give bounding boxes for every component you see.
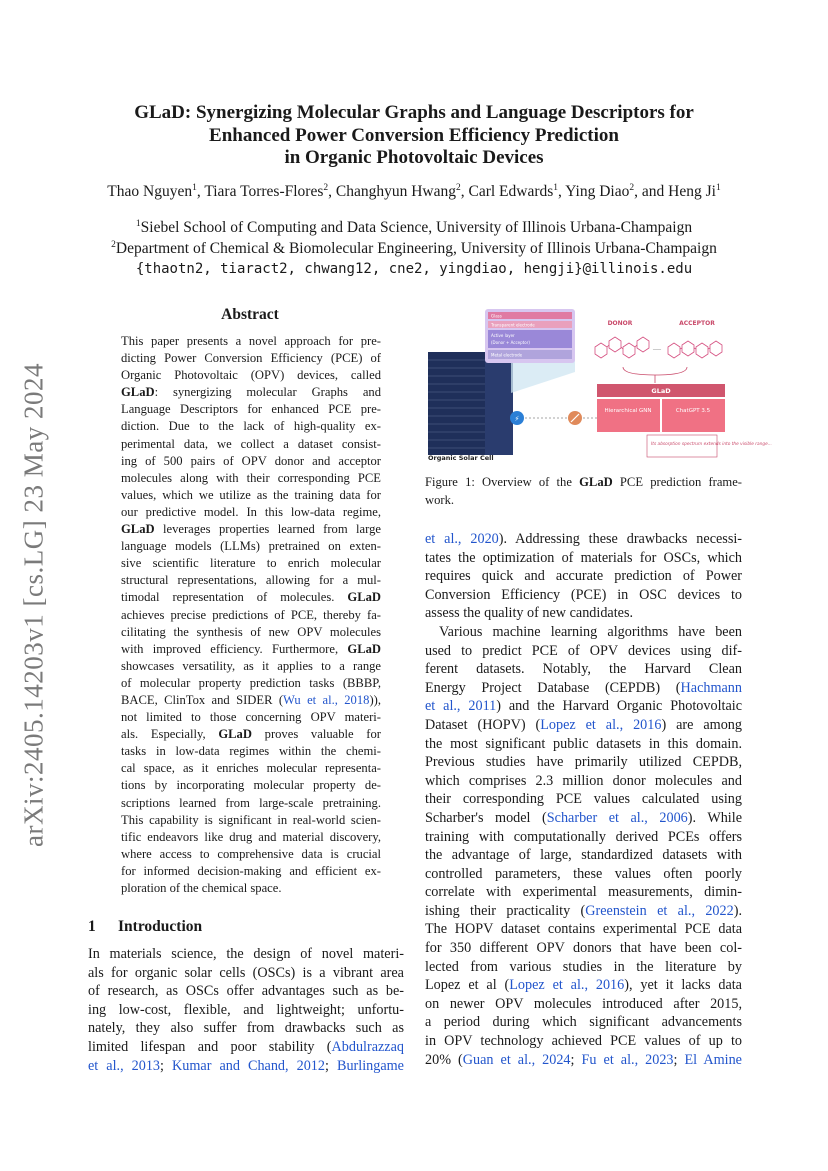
acceptor-molecule-icon xyxy=(668,341,722,358)
abstract-line: language models (LLMs) pretrained on exten- xyxy=(121,539,381,554)
acceptor-label: ACCEPTOR xyxy=(679,320,715,327)
glad-label: GLaD xyxy=(651,387,671,395)
abstract-line: dicting Power Conversion Efficiency (PCE) of xyxy=(121,351,381,366)
body-line: requires quick and accurate prediction of Power xyxy=(425,568,742,585)
section-title: Introduction xyxy=(118,918,203,935)
donor-label: DONOR xyxy=(607,320,633,327)
abstract-line: Organic Photovoltaic (OPV) devices, called xyxy=(121,368,381,383)
abstract-heading: Abstract xyxy=(221,306,279,323)
body-line: in OPV technology achieved PCE values of up to xyxy=(425,1033,742,1050)
svg-text:⚡: ⚡ xyxy=(514,415,520,423)
description-note: Its absorption spectrum extends into the visible range... xyxy=(651,442,772,447)
body-line: the advantage of large, standardized datasets with xyxy=(425,847,742,864)
gnn-box xyxy=(597,399,660,432)
section-heading xyxy=(88,918,202,936)
body-line: nately, they also suffer from drawbacks such as xyxy=(88,1020,404,1037)
title-line: GLaD: Synergizing Molecular Graphs and Language Descriptors for xyxy=(134,102,694,123)
abstract-line: structural representations, allowing for a mul- xyxy=(121,573,381,588)
body-line: Conversion Efficiency (PCE) in OSC devices to xyxy=(425,586,742,603)
body-line: which comprises 2.3 million donor molecules and xyxy=(425,772,742,789)
abstract-line: diction. Due to the lack of high-quality ex- xyxy=(121,419,381,434)
body-line: their corresponding PCE values calculated using xyxy=(425,791,742,808)
abstract-line: sive scientific literature to enrich molecular xyxy=(121,556,381,571)
abstract-line: for informed decision-making and efficient ex- xyxy=(121,863,381,878)
author: Heng Ji$^1$ xyxy=(668,182,721,200)
cell-label: Organic Solar Cell xyxy=(428,454,494,462)
abstract-line: values, which we utilize as the training data for xyxy=(121,487,381,502)
abstract-line: ploration of the chemical space. xyxy=(121,881,282,895)
abstract-line: tions by incorporating molecular property de- xyxy=(121,778,381,793)
abstract-line: This paper presents a novel approach for pre- xyxy=(121,334,381,348)
body-line: on newer OPV molecules introduced after 2015, xyxy=(425,995,742,1012)
abstract-line: with improved efficiency. Furthermore, GLaD xyxy=(121,641,381,656)
affiliation: $^1$Siebel School of Computing and Data Science, University of Illinois Urbana-Champaign xyxy=(135,218,693,236)
gnn-label: Hierarchical GNN xyxy=(604,408,652,414)
body-line: Previous studies have primarily utilized CEPDB, xyxy=(425,754,742,771)
author: Thao Nguyen$^1$ xyxy=(107,182,197,200)
layer-label: Active layer xyxy=(491,333,515,338)
body-line: for 350 different OPV donors that have been col- xyxy=(425,940,742,957)
body-line: Dataset (HOPV) (Lopez et al., 2016) are among xyxy=(425,716,742,733)
body-line: et al., 2013; Kumar and Chand, 2012; Burlingame xyxy=(88,1057,404,1074)
body-line: In materials science, the design of novel materi- xyxy=(88,946,404,962)
body-line: et al., 2011) and the Harvard Organic Photovoltaic xyxy=(425,698,742,715)
layer-label: Metal electrode xyxy=(491,352,523,358)
body-line: correlate with experimental measurements, dimin- xyxy=(425,884,742,901)
abstract-line: GLaD leverages properties learned from large xyxy=(121,522,381,537)
body-line: Scharber's model (Scharber et al., 2006). While xyxy=(425,809,742,826)
body-line: et al., 2020). Addressing these drawbacks necessi- xyxy=(425,531,743,547)
author: Ying Diao$^2$ xyxy=(565,182,635,200)
body-line: limited lifespan and poor stability (Abdulrazzaq xyxy=(88,1038,404,1055)
abstract-line: cilitating the synthesis of new OPV molecules xyxy=(121,624,381,639)
body-line: lected from various studies in the literature by xyxy=(425,958,742,975)
body-line: training with computationally derived PCEs offers xyxy=(425,828,742,845)
abstract-line: not limited to those concerning OPV materi- xyxy=(121,710,381,725)
abstract-line: scriptions learned from large-scale pretraining. xyxy=(121,795,381,810)
body-line: ferent datasets. Notably, the Harvard Clean xyxy=(425,661,742,678)
abstract-line: Language Descriptors for enhanced PCE pre- xyxy=(121,402,381,417)
author-list: Thao Nguyen$^1$, Tiara Torres-Flores$^2$, Changhyun Hwang$^2$, Carl Edwards$^1$, Ying Diao$^2$, and Heng Ji$^1$ xyxy=(107,182,721,200)
abstract-line: ing of 500 pairs of OPV donor and acceptor xyxy=(121,453,381,468)
caption-line: Figure 1: Overview of the GLaD PCE prediction frame- xyxy=(425,475,742,489)
abstract-line: achieves precise predictions of PCE, thereby fa- xyxy=(121,607,381,622)
abstract-line: cal space, as it enriches molecular representa- xyxy=(121,761,381,776)
layer-projection xyxy=(511,359,575,393)
title-line: Enhanced Power Conversion Efficiency Prediction xyxy=(209,124,619,146)
overview-figure xyxy=(425,307,772,467)
chatgpt-label: ChatGPT 3.5 xyxy=(675,408,711,414)
author-emails[interactable]: {thaotn2, tiaract2, chwang12, cne2, yingdiao, hengji}@illinois.edu xyxy=(135,261,693,277)
body-line: used to predict PCE of OPV devices using dif- xyxy=(425,642,742,659)
body-line: Energy Project Database (CEPDB) (Hachmann xyxy=(425,679,742,696)
abstract-line: molecules along with their corresponding PCE xyxy=(121,470,381,485)
abstract-line: our predictive model. In this low-data regime, xyxy=(121,504,381,519)
intro-right-column xyxy=(425,530,742,1069)
body-line: Lopez et al (Lopez et al., 2016), yet it lacks data xyxy=(425,977,742,994)
abstract-line: BACE, ClinTox and SIDER (Wu et al., 2018)), xyxy=(121,692,381,707)
abstract-line: where access to comprehensive data is crucial xyxy=(121,846,381,861)
plus-icon: — xyxy=(653,344,661,353)
body-line: The HOPV dataset contains experimental PCE data xyxy=(425,921,742,938)
layer-label: Transparent electrode xyxy=(491,322,535,328)
abstract-line: tasks in low-data regimes within the chemi- xyxy=(121,744,381,759)
body-line: of research, as OSCs offer advantages such as be- xyxy=(88,983,404,1000)
author: Changhyun Hwang$^2$ xyxy=(335,182,461,200)
body-line: Various machine learning algorithms have been xyxy=(439,623,742,640)
figure-caption xyxy=(425,473,742,509)
abstract-line: tific endeavors like drug and material discovery, xyxy=(121,829,381,844)
arxiv-identifier: arXiv:2405.14203v1 [cs.LG] 23 May 2024 xyxy=(18,363,49,847)
caption-line: work. xyxy=(425,493,455,507)
abstract-line: of molecular property prediction tasks (BBBP, xyxy=(121,675,381,690)
donor-molecule-icon xyxy=(595,337,649,358)
abstract-body xyxy=(121,333,381,897)
abstract-line: showcases versatility, as it applies to a range xyxy=(121,658,381,673)
body-line: tates the optimization of materials for OSCs, which xyxy=(425,549,742,566)
title-line: in Organic Photovoltaic Devices xyxy=(284,147,544,168)
intro-left-column xyxy=(88,945,404,1075)
paper-title xyxy=(80,102,748,170)
solar-cell-edge xyxy=(485,352,513,455)
author: Tiara Torres-Flores$^2$ xyxy=(204,182,329,200)
abstract-line: This capability is significant in real-world scien- xyxy=(121,812,381,827)
abstract-line: als. Especially, GLaD proves valuable for xyxy=(121,727,381,742)
affiliation: $^2$Department of Chemical & Biomolecular Engineering, University of Illinois Urbana-Champaign xyxy=(111,239,717,257)
body-line: a period during which significant advancements xyxy=(425,1014,742,1031)
body-line: als for organic solar cells (OSCs) is a vibrant area xyxy=(88,964,404,981)
chatgpt-box xyxy=(662,399,725,432)
section-number: 1 xyxy=(88,918,96,935)
abstract-line: timodal representation of molecules. GLaD xyxy=(121,590,381,605)
abstract-line: perimental data, we collect a dataset consist- xyxy=(121,436,381,451)
abstract-line: GLaD: synergizing molecular Graphs and xyxy=(121,385,381,400)
layer-label: Glass xyxy=(491,313,502,319)
body-line: the most significant public datasets in this domain. xyxy=(425,735,742,752)
body-line: ishing their practicality (Greenstein et al., 2022). xyxy=(425,902,742,919)
body-line: 20% (Guan et al., 2024; Fu et al., 2023; El Amine xyxy=(425,1051,742,1068)
merge-bracket xyxy=(623,367,687,375)
layer-label: (Donor + Acceptor) xyxy=(491,340,530,345)
body-line: assess the quality of new candidates. xyxy=(425,605,634,622)
body-line: controlled parameters, these values often poorly xyxy=(425,865,742,882)
author: Carl Edwards$^1$ xyxy=(468,182,559,200)
body-line: ing low-cost, flexible, and lightweight; unfortu- xyxy=(88,1001,404,1018)
